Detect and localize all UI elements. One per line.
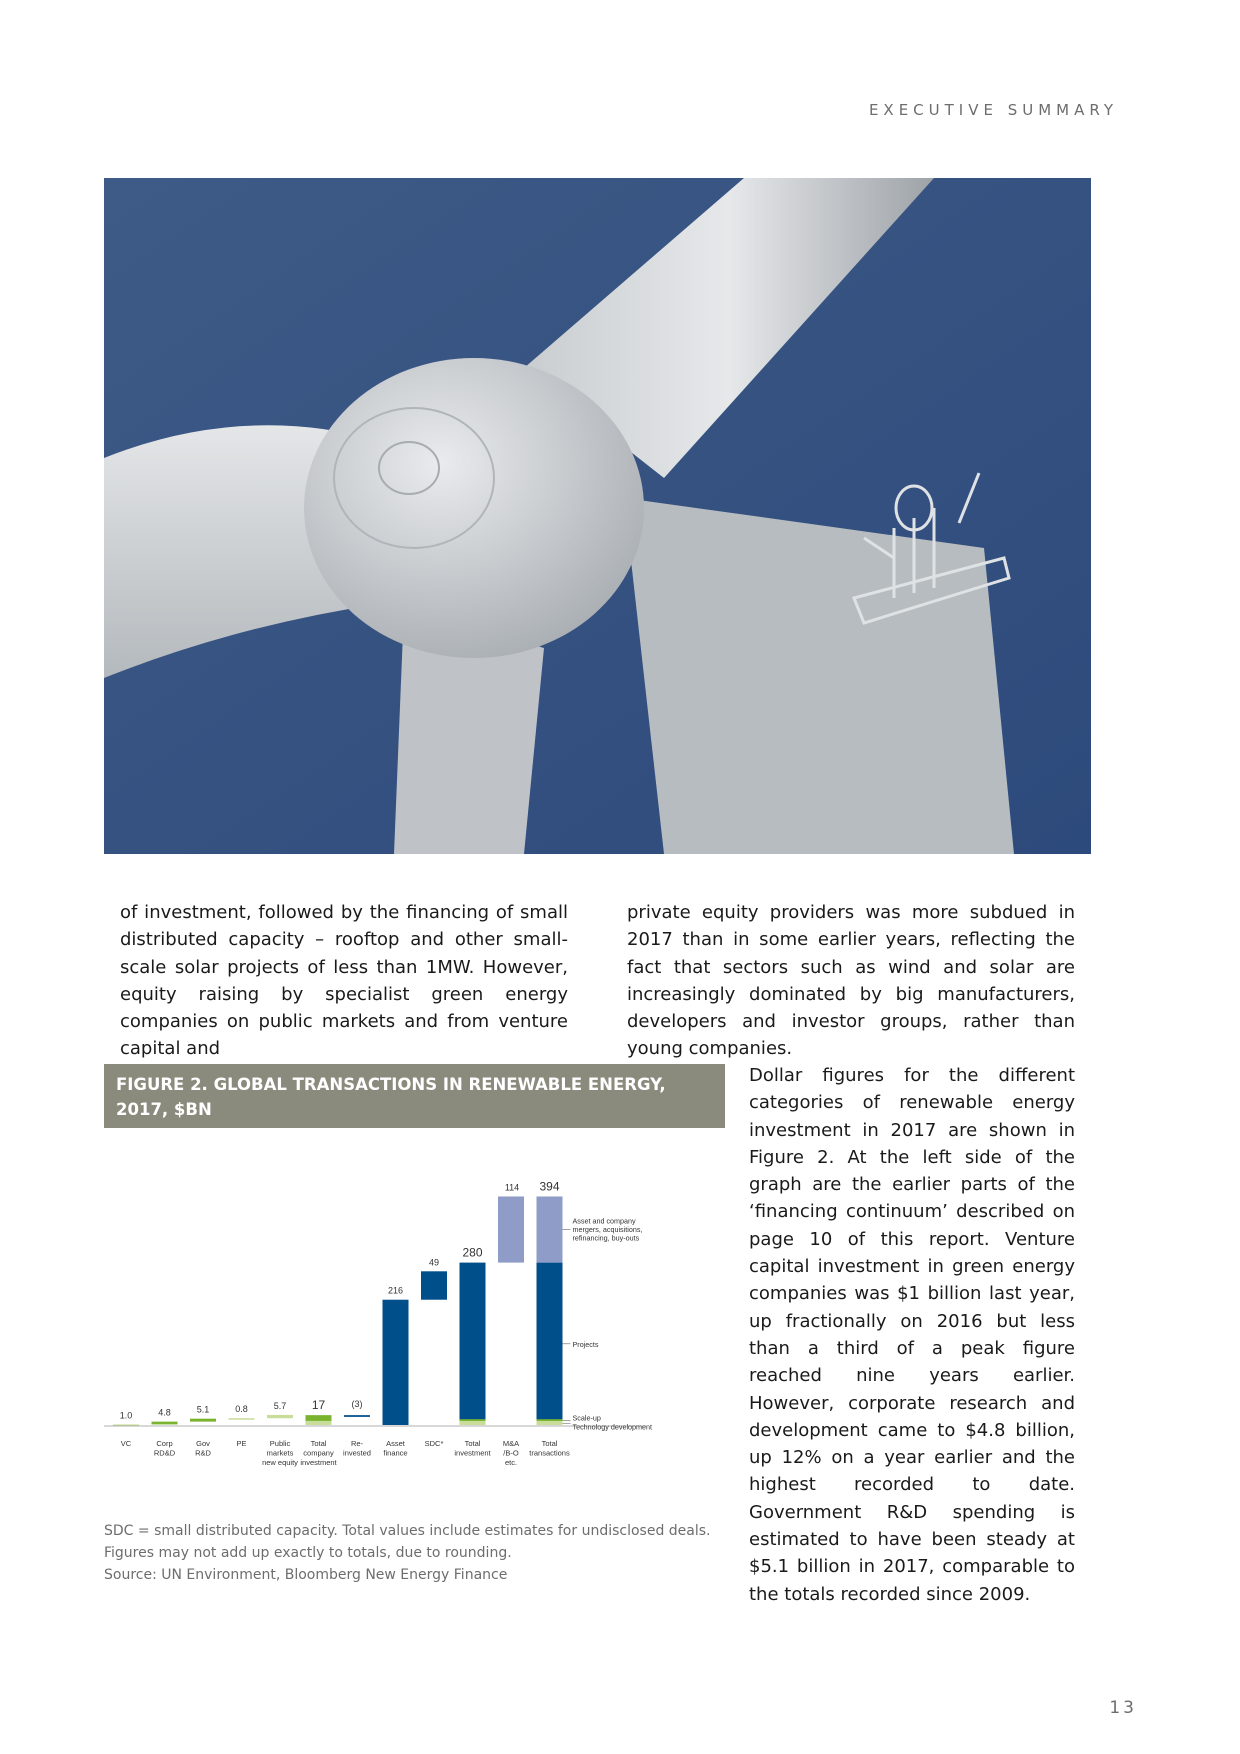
legend-ma-1: mergers, acquisitions,: [572, 1225, 643, 1235]
bar-9-tech: [460, 1421, 486, 1425]
category-label-10-2: etc.: [504, 1458, 518, 1467]
value-label-6: (3): [351, 1398, 363, 1409]
section-header: EXECUTIVE SUMMARY: [868, 101, 1118, 119]
figure-title: [104, 1064, 725, 1128]
category-label-6-1: invested: [343, 1448, 371, 1458]
category-label-5-2: investment: [300, 1458, 337, 1467]
bar-11-projects: [537, 1263, 563, 1425]
body-text-column-2: private equity providers was more subdued in 2017 than in some earlier years, reflecting the fact that sectors such as wind and solar are increasingly dominated by big manufacturers, developers and investor groups, rather than young companies.: [627, 902, 1075, 1060]
category-label-8-0: SDC*: [424, 1439, 444, 1448]
value-label-4: 5.7: [273, 1400, 287, 1411]
value-label-11: 394: [539, 1179, 560, 1194]
category-label-1-1: RD&D: [153, 1448, 176, 1458]
legend-tech: Technology development: [572, 1422, 653, 1432]
category-label-2-1: R&D: [195, 1448, 211, 1458]
bar-3: [229, 1418, 255, 1420]
bar-1: [152, 1422, 178, 1425]
legend-scaleup: Scale-up: [572, 1413, 601, 1423]
transactions-chart: [104, 1160, 725, 1500]
bar-2: [190, 1419, 216, 1422]
figure-notes: [104, 1520, 725, 1586]
category-label-3-0: PE: [236, 1439, 247, 1448]
value-label-8: 49: [428, 1257, 440, 1268]
value-label-5: 17: [311, 1398, 326, 1413]
category-label-5-0: Total: [310, 1439, 327, 1448]
legend-ma-2: refinancing, buy-outs: [572, 1233, 640, 1243]
bar-6: [344, 1415, 370, 1417]
category-label-10-1: /B-O: [503, 1448, 519, 1458]
category-label-0-0: VC: [120, 1439, 132, 1448]
value-label-3: 0.8: [235, 1404, 248, 1415]
category-label-11-1: transactions: [529, 1448, 570, 1458]
note-sdc: SDC = small distributed capacity. Total values include estimates for undisclosed deals.: [104, 1523, 711, 1539]
category-label-4-1: markets: [266, 1448, 294, 1458]
value-label-10: 114: [504, 1182, 520, 1193]
page-number: 13: [1109, 1698, 1137, 1718]
body-text-column-3: Dollar figures for the different categories of renewable energy investment in 2017 are shown in Figure 2. At the left side of the graph are the earlier parts of the ‘financing continuum’ described on page 10 of this report. Venture capital investment in green energy companies was $1 billion last year, up fractionally on 2016 but less than a third of a peak figure reached nine years earlier. However, corporate research and development came to $4.8 billion, up 12% on a year earlier and the highest recorded to date. Government R&D spending is estimated to have been steady at $5.1 billion in 2017, comparable to the totals recorded since 2009.: [749, 1065, 1075, 1605]
legend-projects: Projects: [572, 1339, 599, 1349]
value-label-0: 1.0: [119, 1410, 133, 1421]
category-label-4-0: Public: [269, 1439, 291, 1448]
category-label-2-0: Gov: [196, 1439, 210, 1448]
bar-7: [383, 1300, 409, 1425]
bar-10: [498, 1196, 524, 1262]
wind-turbine-photo: [104, 178, 1091, 854]
note-rounding: Figures may not add up exactly to totals, due to rounding.: [104, 1545, 512, 1561]
category-label-10-0: M&A: [502, 1439, 520, 1448]
value-label-9: 280: [462, 1245, 483, 1260]
bar-4: [267, 1415, 293, 1418]
category-label-1-0: Corp: [156, 1439, 173, 1448]
value-label-7: 216: [387, 1285, 404, 1296]
note-source: Source: UN Environment, Bloomberg New Energy Finance: [104, 1567, 508, 1583]
chart-svg: [104, 1160, 725, 1500]
category-label-7-1: finance: [383, 1448, 408, 1458]
category-label-9-0: Total: [464, 1439, 481, 1448]
bar-5-scale: [306, 1415, 332, 1421]
figure-title-line-1: FIGURE 2. GLOBAL TRANSACTIONS IN RENEWABLE ENERGY,: [116, 1075, 666, 1094]
category-label-6-0: Re-: [350, 1439, 364, 1448]
category-label-5-1: company: [303, 1448, 334, 1458]
value-label-1: 4.8: [158, 1407, 171, 1418]
category-label-7-0: Asset: [386, 1439, 405, 1448]
category-label-11-0: Total: [541, 1439, 558, 1448]
bar-9-projects: [460, 1263, 486, 1425]
bar-8: [421, 1271, 447, 1299]
legend-ma-0: Asset and company: [572, 1216, 636, 1226]
bar-11-tech: [537, 1421, 563, 1425]
bar-11-ma: [537, 1196, 563, 1262]
category-label-4-2: new equity: [262, 1458, 298, 1467]
category-label-9-1: investment: [454, 1448, 491, 1458]
bar-5-tech: [306, 1421, 332, 1425]
value-label-2: 5.1: [196, 1404, 210, 1415]
body-text-column-1: of investment, followed by the financing of small distributed capacity – rooftop and other small-scale solar projects of less than 1MW. However, equity raising by specialist green energy companies on public markets and from venture capital and: [120, 902, 568, 1060]
figure-title-line-2: 2017, $BN: [116, 1100, 212, 1119]
